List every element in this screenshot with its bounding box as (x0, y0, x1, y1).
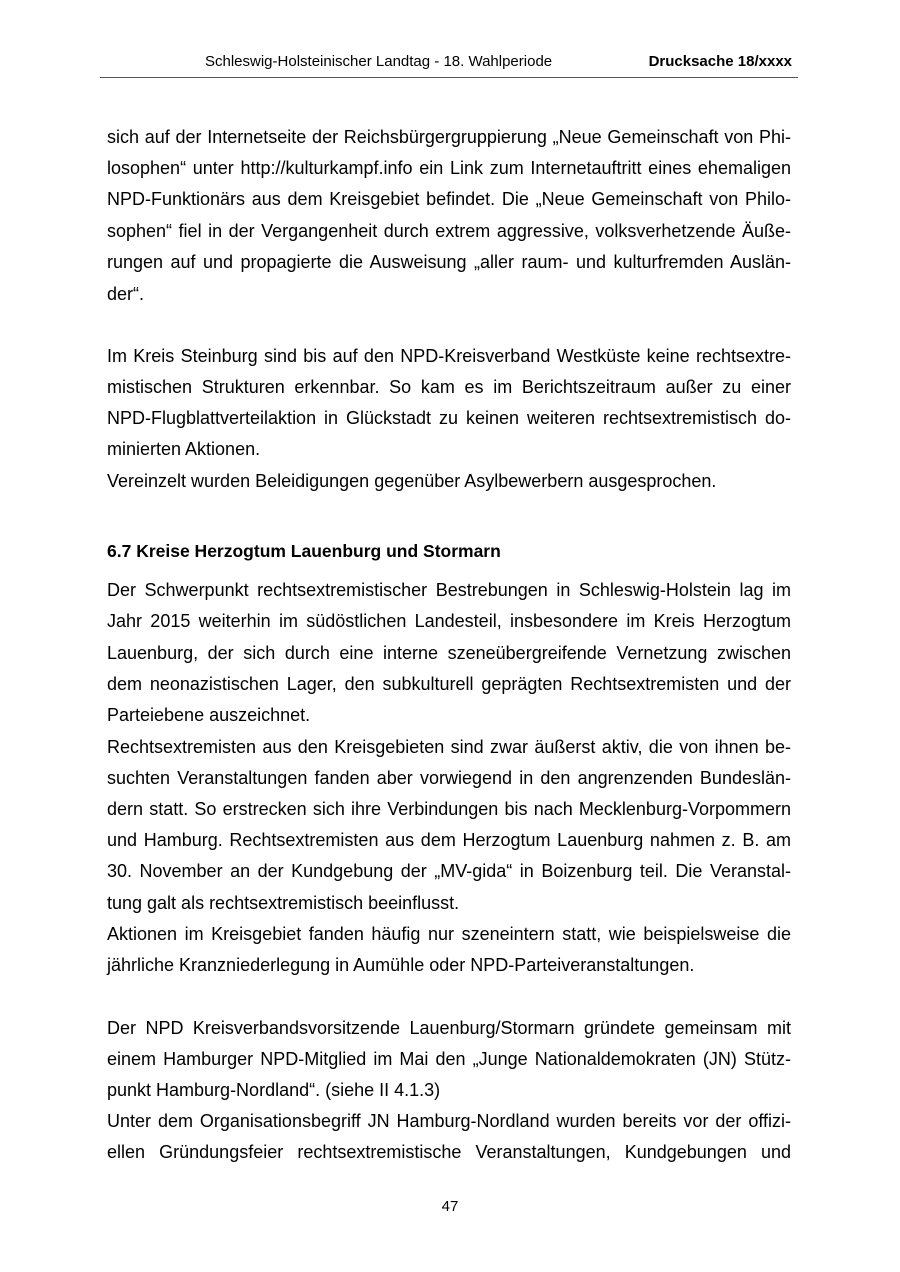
paragraph-line: Unter dem Organisationsbegriff JN Hamburg-Nordland wurden bereits vor der offizi- (107, 1111, 791, 1131)
paragraph-line: dem neonazistischen Lager, den subkulturell geprägten Rechtsextremisten und der (107, 674, 791, 694)
paragraph-line: Jahr 2015 weiterhin im südöstlichen Landesteil, insbesondere im Kreis Herzogtum (107, 611, 791, 631)
paragraph-line: Der NPD Kreisverbandsvorsitzende Lauenburg/Stormarn gründete gemeinsam mit (107, 1018, 791, 1038)
paragraph-line: mistischen Strukturen erkennbar. So kam es im Berichtszeitraum außer zu einer (107, 377, 791, 397)
paragraph-line: Der Schwerpunkt rechtsextremistischer Bestrebungen in Schleswig-Holstein lag im (107, 580, 791, 600)
paragraph-line: 30. November an der Kundgebung der „MV-gida“ in Boizenburg teil. Die Veranstal- (107, 861, 791, 881)
paragraph-line: NPD-Flugblattverteilaktion in Glückstadt zu keinen weiteren rechtsextremistisch do- (107, 408, 791, 428)
paragraph-line: losophen“ unter http://kulturkampf.info ein Link zum Internetauftritt eines ehemaligen (107, 158, 791, 178)
paragraph-line: einem Hamburger NPD-Mitglied im Mai den „Junge Nationaldemokraten (JN) Stütz- (107, 1049, 791, 1069)
paragraph-line: punkt Hamburg-Nordland“. (siehe II 4.1.3) (107, 1080, 441, 1100)
paragraph-line: Vereinzelt wurden Beleidigungen gegenüber Asylbewerbern ausgesprochen. (107, 471, 717, 491)
paragraph-line: suchten Veranstaltungen fanden aber vorwiegend in den angrenzenden Bundeslän- (107, 768, 791, 788)
paragraph-line: sich auf der Internetseite der Reichsbürgergruppierung „Neue Gemeinschaft von Phi- (107, 127, 791, 147)
paragraph-line: tung galt als rechtsextremistisch beeinflusst. (107, 893, 460, 913)
page-header (100, 53, 798, 78)
paragraph-line: und Hamburg. Rechtsextremisten aus dem Herzogtum Lauenburg nahmen z. B. am (107, 830, 791, 850)
header-title: Schleswig-Holsteinischer Landtag - 18. Wahlperiode (205, 53, 553, 70)
paragraph-line: sophen“ fiel in der Vergangenheit durch extrem aggressive, volksverhetzende Äuße- (107, 221, 791, 241)
paragraph-line: ellen Gründungsfeier rechtsextremistische Veranstaltungen, Kundgebungen und (107, 1142, 791, 1162)
paragraph-line: minierten Aktionen. (107, 439, 261, 459)
page-number: 47 (441, 1198, 459, 1215)
paragraph-line: Aktionen im Kreisgebiet fanden häufig nur szeneintern statt, wie beispielsweise die (107, 924, 791, 944)
paragraph-line: jährliche Kranzniederlegung in Aumühle oder NPD-Parteiveranstaltungen. (107, 955, 695, 975)
paragraph-line: Im Kreis Steinburg sind bis auf den NPD-Kreisverband Westküste keine rechtsextre- (107, 346, 791, 366)
document-number: Drucksache 18/xxxx (648, 53, 792, 70)
paragraph-line: Parteiebene auszeichnet. (107, 705, 311, 725)
paragraph-line: NPD-Funktionärs aus dem Kreisgebiet befindet. Die „Neue Gemeinschaft von Philo- (107, 189, 791, 209)
paragraph-line: Rechtsextremisten aus den Kreisgebieten sind zwar äußerst aktiv, die von ihnen be- (107, 737, 791, 757)
paragraph-line: der“. (107, 284, 145, 304)
section-heading: 6.7 Kreise Herzogtum Lauenburg und Stormarn (107, 541, 501, 561)
paragraph-line: dern statt. So erstrecken sich ihre Verbindungen bis nach Mecklenburg-Vorpommern (107, 799, 791, 819)
paragraph-line: Lauenburg, der sich durch eine interne szeneübergreifende Vernetzung zwischen (107, 643, 791, 663)
paragraph-line: rungen auf und propagierte die Ausweisung „aller raum- und kulturfremden Auslän- (107, 252, 791, 272)
